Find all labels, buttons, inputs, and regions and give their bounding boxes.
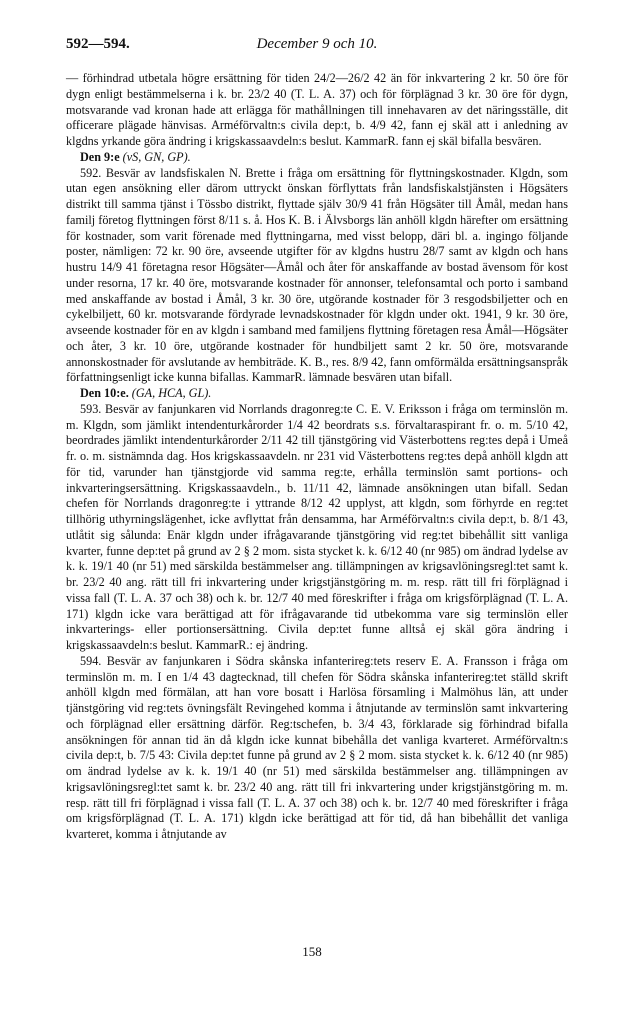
paragraph-594: 594. Besvär av fanjunkaren i Södra skånska infanterireg:tets reserv E. A. Fransson i fråga om terminslön m. m. I en 1/4 43 dagtecknad, till chefen för Södra skånska infanterireg:tet ställd skrift anhöll klgdn med förmälan, att han vore bosatt i Harlösa församling i Malmöhus län, att under tjänstgöring vid reg:tets övningsfält Revingehed komma i åtnjutande av terminslön samt inkvartering och förplägnad eller ersättning därför. Reg:tschefen, b. 3/4 43, förklarade sig förhindrad bifalla ansökningen för annan tid än då klgdn icke kunnat bibehålla det vanliga kvarteret. Arméförvaltn:s civila dep:t, b. 7/5 43: Civila dep:tet funne på grund av 2 § 2 mom. sista stycket k. k. 6/12 40 (nr 985) om ändrad lydelse av k. k. 19/1 40 (nr 51) med särskilda bestämmelser ang. tillämpningen av krigsavlöningsregl:tet samt k. br. 23/2 40 ang. rätt till fri inkvartering under krigstjänstgöring m. m. resp. rätt till fri förplägnad i vissa fall (T. L. A. 37 och 38) och k. br. 12/7 40 med föreskrifter i fråga om krigsförplägnad (T. L. A. 171) klgdn icke berättigad att för tid, då han bibehållit det vanliga kvarteret, komma i åtnjutande av [66,653,568,841]
section-range: 592—594. [66,36,130,52]
paragraph-592: 592. Besvär av landsfiskalen N. Brette i fråga om ersättning för flyttningskostnader. Klgdn, som utan egen ansökning eller därom uttryckt önskan förflyttats från landsfiskalstjänsten i Högsäters distrikt till samma tjänst i Tössbo distrikt, flyttade själv 30/9 41 från Högsäter till Åmål, medan hans familj företog flyttningen först 8/11 s. å. Hos K. B. i Älvsborgs län anhöll klgdn härefter om ersättning för kostnader, som varit förenade med flyttningarna, med visst belopp, däri bl. a. ingingo följande poster, nämligen: 72 kr. 90 öre, avseende utgifter för av klgdns hustru 28/7 samt av klgdn och hans hustru 14/9 41 företagna resor Högsäter—Åmål och åter för anskaffande av bostad ävensom för kost under resorna, 17 kr. 40 öre, motsvarande kostnader för annonser, telefonsamtal och porto i samband med anskaffande av bostad i Åmål, 3 kr. 30 öre, utgörande kostnader för 3 resgodsbiljetter och en cykelbiljett, 60 kr. motsvarande fördyrade levnadskostnader för klgdn under okt. 1941, 9 kr. 30 öre, avseende kostnader för en av klgdn i samband med familjens flyttning företagen resa Åmål—Högsäter och åter, 3 kr. 10 öre, utgörande kostnader för hundbiljett samt 2 kr. 50 öre, motsvarande annonskostnader för avslutande av hembiträde. K. B., res. 8/9 42, fann omförmälda ersättningsanspråk författningsenligt icke kunna bifallas. KammarR. lämnade besvären utan bifall. [66,165,568,385]
date-heading [66,386,568,402]
page-header [66,36,568,53]
date-heading-label: Den 9:e [80,149,120,164]
date-heading-members: (vS, GN, GP). [122,149,191,164]
paragraph-593: 593. Besvär av fanjunkaren vid Norrlands dragonreg:te C. E. V. Eriksson i fråga om terminslön m. m. Klgdn, som jämlikt intendenturkårorder 1/4 42 beordrats s.s. förvaltaraspirant fr. o. m. 5/10 42, beordrades jämlikt intendenturkårorder 2/11 42 till tjänstgöring vid Västerbottens reg:tes depå i Umeå fr. o. m. sistnämnda dag. Hos krigskassaavdeln. nr 231 vid Västerbottens reg:tes depå anhöll klgdn att för tid, varunder han tjänstgjorde vid samma reg:te, erhålla terminslön samt portions- och inkvarteringsersättning. Krigskassaavdeln., b. 11/11 42, lämnade ansökningen utan bifall. Sedan chefen för Norrlands dragonreg:te i yttrande 8/12 42 upplyst, att klgdn, som förhyrde en reg:tet tillhörig uthyrningslägenhet, icke avflyttat från densamma, har Arméförvaltn:s civila dep:t, b. 8/1 43, utlåtit sig sålunda: Enär klgdn under ifrågavarande tjänstgöring vid reg:tet bibehållit sitt vanliga kvarter, funne dep:tet på grund av 2 § 2 mom. sista stycket k. k. 6/12 40 (nr 985) om ändrad lydelse av k. k. 19/1 40 (nr 51) med särskilda bestämmelser ang. tillämpningen av krigsavlöningsregl:tet samt k. br. 23/2 40 ang. rätt till fri inkvartering under krigstjänstgöring m. m. resp. rätt till fri förplägnad i vissa fall (T. L. A. 37 och 38) och k. br. 12/7 40 med föreskrifter i fråga om krigsförplägnad (T. L. A. 171) klgdn icke vara berättigad att för ifrågavarande tid utbekomma vare sig terminslön eller inkvarterings- eller portionsersättning. Civila dep:tet funne alltså ej skäl göra ändring i krigskassaavdeln:s beslut. KammarR.: ej ändring. [66,401,568,652]
page-number: 158 [302,944,322,959]
header-date: December 9 och 10. [256,36,378,52]
date-heading-label: Den 10:e. [80,386,129,400]
document-body [66,71,568,843]
paragraph-continuation: — förhindrad utbetala högre ersättning för tiden 24/2—26/2 42 än för inkvartering 2 kr. 50 öre för dygn enligt bestämmelserna i k. br. 23/2 40 (T. L. A. 37) och för förplägnad 3 kr. 30 öre för dygn, motsvarande vad kronan hade att erlägga för mathållningen till innehavaren av det näringsställe, dit officerare plägade hänvisas. Arméförvaltn:s civila dep:t, b. 4/9 42, fann ej skäl att i anledning av klgdns yrkande göra ändring i krigskassaavdeln:s beslut. KammarR. fann ej skäl bifalla besvären. [66,71,568,148]
date-heading [66,150,568,166]
date-heading-members: (GA, HCA, GL). [131,386,212,400]
